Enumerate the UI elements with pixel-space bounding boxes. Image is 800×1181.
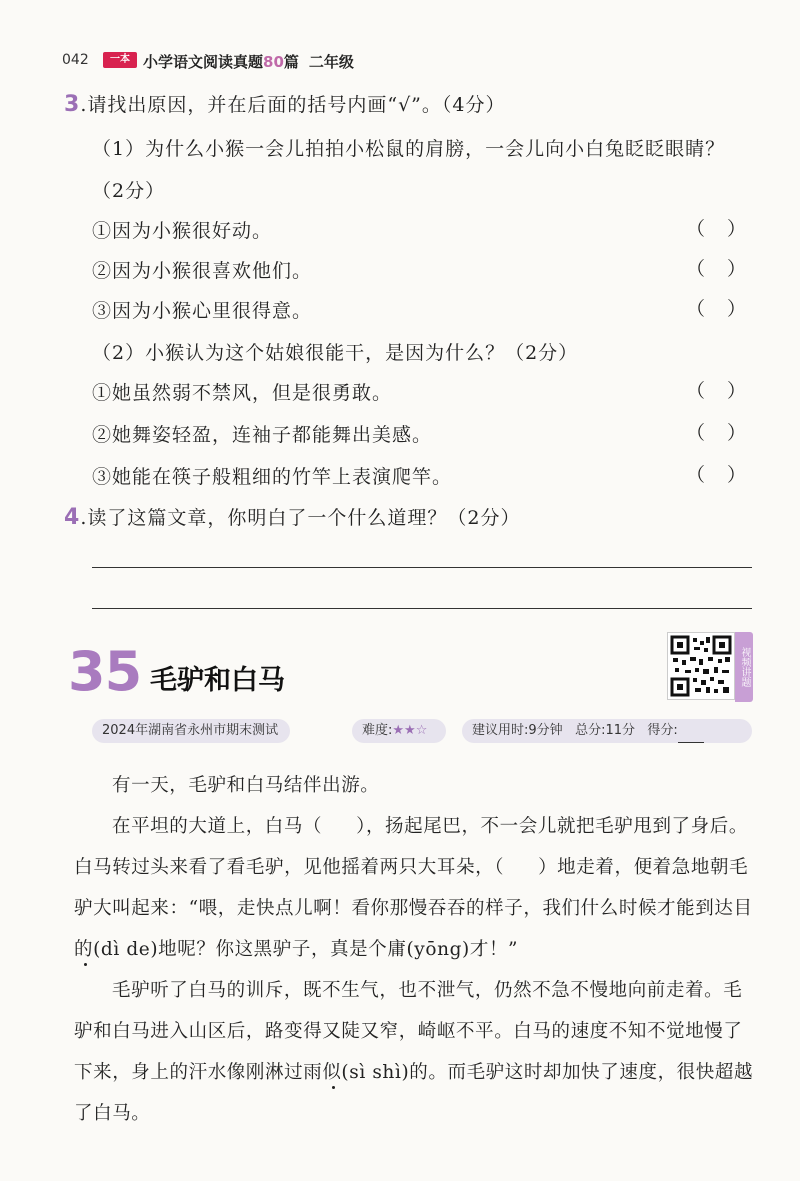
paren-open: （ xyxy=(686,258,706,280)
book-title-text: 小学语文阅读真题 xyxy=(143,53,264,71)
time-label: 建议用时:9分钟 xyxy=(472,723,563,738)
time-score-badge xyxy=(462,719,752,743)
answer-line[interactable] xyxy=(92,608,752,609)
brand-logo: 一本 xyxy=(103,52,137,68)
score-blank[interactable] xyxy=(678,728,704,743)
paren-close: ） xyxy=(726,464,746,486)
book-unit: 篇 xyxy=(283,53,299,71)
marked-character: 的 xyxy=(74,939,94,960)
paren-close: ） xyxy=(726,298,746,320)
paragraph-text: ）地走着，便着急地朝毛驴大叫起来：“喂，走快点儿啊！看你那慢吞吞的样子，我们什么时候才能到达目 xyxy=(74,857,753,919)
page-number: 042 xyxy=(62,52,89,68)
answer-parentheses[interactable] xyxy=(686,294,746,321)
grade-label: 二年级 xyxy=(308,53,354,71)
paragraph-text: (dì de)地呢？你这黑驴子，真是个庸(yōng)才！” xyxy=(93,939,519,960)
paren-close: ） xyxy=(726,258,746,280)
difficulty-label: 难度: xyxy=(362,723,393,738)
option-text: ③因为小猴心里很得意。 xyxy=(92,300,313,322)
sub-question-1-line2: （2分） xyxy=(92,180,166,202)
answer-parentheses[interactable] xyxy=(686,418,746,445)
book-count: 80 xyxy=(263,53,284,71)
answer-parentheses[interactable] xyxy=(686,376,746,403)
star-rating-icon: ★★☆ xyxy=(392,723,428,738)
question-number: 4 xyxy=(64,505,81,530)
question-text: .请找出原因，并在后面的括号内画“√”。（4分） xyxy=(80,94,506,116)
marked-character: 似 xyxy=(322,1062,342,1083)
sub-question-1-line1: （1）为什么小猴一会儿拍拍小松鼠的肩膀，一会儿向小白兔眨眨眼睛？ xyxy=(92,138,726,160)
paragraph-text: 在平坦的大道上，白马（ xyxy=(112,816,323,837)
passage-paragraph-3 xyxy=(74,970,758,1134)
video-tab[interactable]: 视频讲题 xyxy=(735,632,753,702)
option-text: ①她虽然弱不禁风，但是很勇敢。 xyxy=(92,382,393,404)
paragraph-text: 毛驴听了白马的训斥，既不生气，也不泄气，仍然不急不慢地向前走着。毛驴和白马进入山区后，路变得又陡又窄，崎岖不平。白马的速度不知不觉地慢了下来，身上的汗水像刚淋过雨 xyxy=(74,980,743,1083)
lesson-title: 毛驴和白马 xyxy=(150,665,285,696)
question-number: 3 xyxy=(64,92,81,117)
question-4 xyxy=(64,503,520,530)
score-label: 总分:11分 xyxy=(575,723,635,738)
option-text: ③她能在筷子般粗细的竹竿上表演爬竿。 xyxy=(92,466,453,488)
answer-parentheses[interactable] xyxy=(686,460,746,487)
paragraph-text: 有一天，毛驴和白马结伴出游。 xyxy=(112,775,380,796)
paren-open: （ xyxy=(686,422,706,444)
option-text: ②她舞姿轻盈，连袖子都能舞出美感。 xyxy=(92,424,433,446)
passage-paragraph-2 xyxy=(74,806,758,970)
paren-close: ） xyxy=(726,218,746,240)
lesson-number: 35 xyxy=(68,640,142,703)
paren-open: （ xyxy=(686,380,706,402)
answer-parentheses[interactable] xyxy=(686,214,746,241)
passage-paragraph-1 xyxy=(74,765,758,806)
book-title xyxy=(143,51,354,72)
sub-question-2: （2）小猴认为这个姑娘很能干，是因为什么？（2分） xyxy=(92,342,579,364)
paren-open: （ xyxy=(686,218,706,240)
paren-close: ） xyxy=(726,380,746,402)
got-label: 得分: xyxy=(647,723,678,738)
paren-close: ） xyxy=(726,422,746,444)
question-3 xyxy=(64,90,505,117)
paragraph-text: (sì shì)的。而毛驴这时却加快了速度，很快超越了白马。 xyxy=(74,1062,754,1124)
paragraph-text: ），扬起尾巴，不一会儿就把毛驴甩到了身后。白马转过头来看了看毛驴，见他摇着两只大耳朵，（ xyxy=(74,816,748,878)
difficulty-badge xyxy=(352,719,446,743)
paren-open: （ xyxy=(686,464,706,486)
source-badge: 2024年湖南省永州市期末测试 xyxy=(92,719,290,743)
option-text: ②因为小猴很喜欢他们。 xyxy=(92,260,313,282)
answer-parentheses[interactable] xyxy=(686,254,746,281)
answer-line[interactable] xyxy=(92,567,752,568)
qr-code-icon[interactable] xyxy=(667,632,735,700)
question-text: .读了这篇文章，你明白了一个什么道理？（2分） xyxy=(80,507,521,529)
option-text: ①因为小猴很好动。 xyxy=(92,220,273,242)
paren-open: （ xyxy=(686,298,706,320)
